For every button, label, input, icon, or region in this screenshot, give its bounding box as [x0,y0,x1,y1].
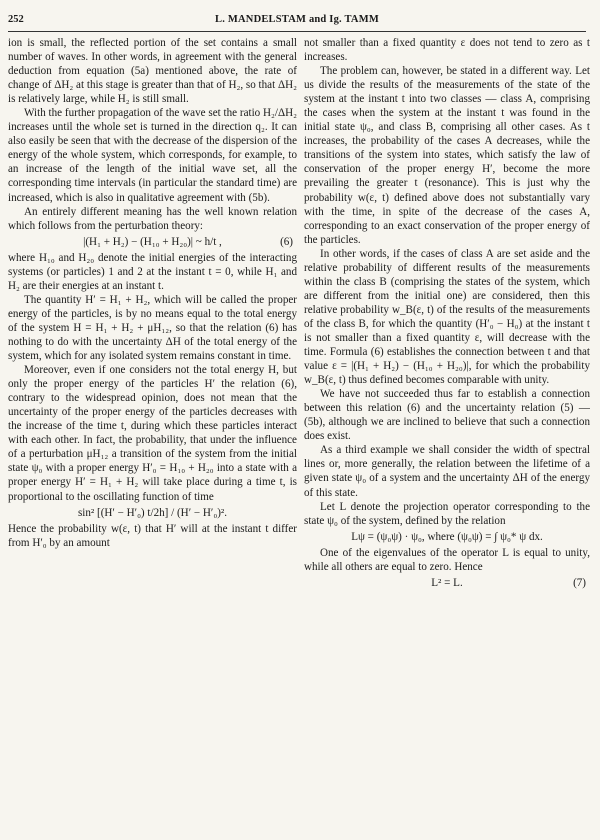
equation-sin [8,506,297,520]
equation-body: Lψ = (ψ₀ψ) · ψ₀, where (ψ₀ψ) = ∫ ψ₀* ψ dx. [351,530,543,543]
equation-7 [304,576,590,590]
paragraph: Hence the probability w(ε, t) that H′ will at the instant t differ from H′₀ by an amount [8,522,297,549]
paragraph: The problem can, however, be stated in a different way. Let us divide the results of the measurements of the state of the system at the instant t into two classes — class A, comprising the cases when the system at the instant t was found in the initial state ψ₀, and class B, comprising all other cases. As t increases, the probability of the cases A decreases, while the transitions of the system into states, which satisfy the law of conservation of the proper energy H′, become the more prevailing the greater t (resonance). This is just why the probability w(ε, t) defined above does not substantially vary with the time, in spite of the decrease of the cases A, corresponding to an exact conservation of the proper energy of the particles. [304,65,590,246]
paragraph: An entirely different meaning has the well known relation which follows from the perturbation theory: [8,205,297,232]
left-column [8,36,297,836]
equation-number: (7) [573,576,586,589]
paragraph: The quantity H′ = H₁ + H₂, which will be called the proper energy of the particles, is by no means equal to the total energy of the system H = H₁ + H₂ + μH₁₂, so that the relation (6) has nothing to do with the uncertainty ΔH of the total energy of the system, which for any isolated system remains constant in time. [8,293,297,363]
paragraph: Let L denote the projection operator corresponding to the state ψ₀ of the system, defined by the relation [304,500,590,527]
page-number: 252 [8,14,24,25]
paragraph: where H₁₀ and H₂₀ denote the initial energies of the interacting systems (or particles) 1 and 2 at the instant t = 0, while H₁ and H₂ are their energies at an instant t. [8,251,297,292]
paragraph: In other words, if the cases of class A are set aside and the relative probability of different results of the measurements within the class B (comprising the states of the system, which are different from the initial one) are considered, then this relative probability w_B(ε, t) of the results of the measurements of the class B, for which the quantity (H′₀ − H₀) at the instant t is not smaller than a fixed quantity ε, will decrease with the time. Formula (6) establishes the connection between t and that value ε = |(H₁ + H₂) − (H₁₀ + H₂₀)|, for which the probability w_B(ε, t) thus defined becomes comparable with unity. [304,247,590,387]
equation-number: (6) [280,235,293,248]
equation-body: |(H₁ + H₂) − (H₁₀ + H₂₀)| ~ h/t , [83,235,222,248]
equation-6 [8,235,297,249]
paragraph: One of the eigenvalues of the operator L is equal to unity, while all others are equal to zero. Hence [304,546,590,573]
paragraph: not smaller than a fixed quantity ε does not tend to zero as t increases. [304,37,590,64]
paragraph: ion is small, the reflected portion of the set contains a small number of waves. In other words, in agreement with the general deduction from equation (5a) mentioned above, the rate of change of ΔH₂ at this stage is greater than that of H₂, so that ΔH₂ is relatively large, while H₂ is still small. [8,37,297,106]
equation-body: L² = L. [431,576,463,589]
header-rule [8,31,586,32]
paragraph: With the further propagation of the wave set the ratio H₂/ΔH₂ increases until the whole set is turned in the direction q₂. It can also easily be seen that with the decrease of the dispersion of the energy of the whole system, which corresponds, for example, to an increase of the length of the initial wave set, all the corresponding time intervals (in particular the standard time) are increased, which is also in qualitative agreement with (5b). [8,107,297,204]
paragraph: We have not succeeded thus far to establish a connection between this relation (6) and the uncertainty relation (5) — (5b), although we are inclined to believe that such a connection does exist. [304,388,590,443]
paragraph: Moreover, even if one considers not the total energy H, but only the proper energy of the particles H′ the relation (6), contrary to the widespread opinion, does not mean that the uncertainty of the proper energy of the particles decreases with the increase of the time t, during which these particles interact with each other. In fact, the probability, that under the influence of a perturbation μH₁₂ a transition of the system from the initial state ψ₀ with a proper energy H′₀ = H₁₀ + H₂₀ into a state with a proper energy H′ = H₁ + H₂ will take place during a time t, is proportional to the oscillating function of time [8,364,297,503]
running-title: L. MANDELSTAM and Ig. TAMM [215,14,379,25]
equation-body: sin² [(H′ − H′₀) t/2h] / (H′ − H′₀)². [77,506,228,519]
equation-projection [304,530,590,544]
page-header [8,10,586,30]
right-column [304,36,590,836]
paragraph: As a third example we shall consider the width of spectral lines or, more generally, the relation between the lifetime of a given state ψ₀ of a system and the uncertainty ΔH of the energy of this state. [304,444,590,499]
